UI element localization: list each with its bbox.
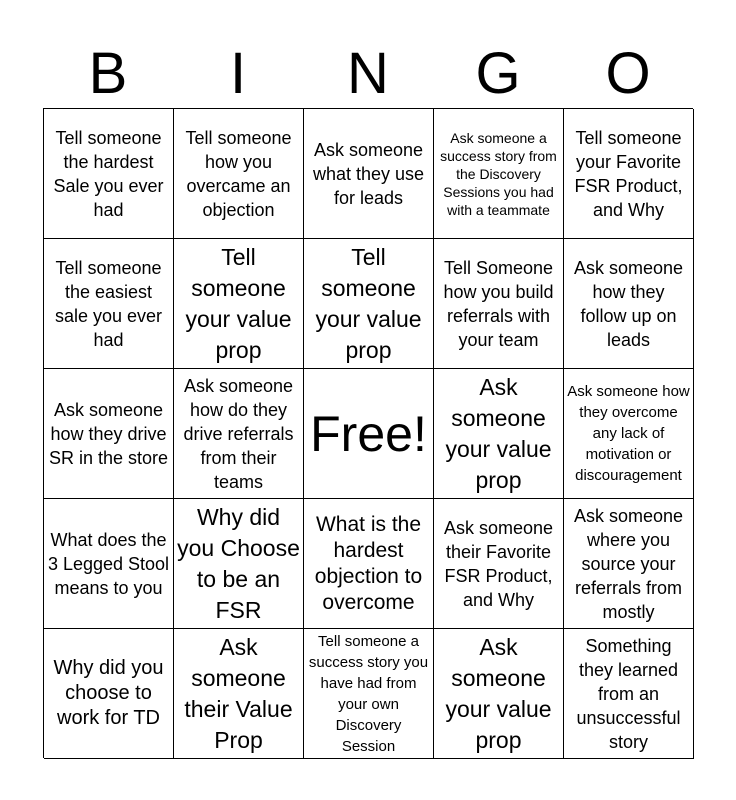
cell-text: Ask someone what they use for leads	[312, 139, 425, 208]
cell-text: Something they learned from an unsuccessful story	[576, 635, 681, 752]
cell-text: Ask someone where you source your referrals from mostly	[573, 505, 684, 622]
cell-text: Ask someone their Favorite FSR Product, and Why	[443, 517, 554, 610]
bingo-cell[interactable]	[174, 629, 304, 759]
cell-text: Tell someone your value prop	[185, 243, 292, 363]
bingo-cell[interactable]	[174, 499, 304, 629]
cell-text: Why did you Choose to be an FSR	[177, 503, 300, 623]
bingo-cell[interactable]	[434, 369, 564, 499]
bingo-cell[interactable]	[304, 109, 434, 239]
free-cell[interactable]	[304, 369, 434, 499]
free-cell-text: Free!	[310, 405, 427, 462]
bingo-cell[interactable]	[174, 239, 304, 369]
bingo-cell[interactable]	[44, 109, 174, 239]
cell-text: Tell someone your value prop	[315, 243, 422, 363]
bingo-cell[interactable]	[564, 499, 694, 629]
cell-text: Tell someone the hardest Sale you ever had	[53, 127, 164, 220]
header-letter-i: I	[229, 41, 247, 106]
bingo-header	[43, 40, 693, 108]
cell-text: Tell someone a success story you have had from your own Discovery Session	[308, 632, 429, 755]
cell-text: Ask someone how they overcome any lack of motivation or discouragement	[567, 383, 690, 484]
bingo-cell[interactable]	[44, 499, 174, 629]
cell-text: What does the 3 Legged Stool means to you	[47, 529, 170, 598]
cell-text: Tell someone how you overcame an objection	[185, 127, 292, 220]
bingo-cell[interactable]	[564, 629, 694, 759]
bingo-cell[interactable]	[44, 369, 174, 499]
cell-text: Ask someone their Value Prop	[184, 633, 293, 753]
bingo-cell[interactable]	[434, 239, 564, 369]
bingo-cell[interactable]	[434, 629, 564, 759]
bingo-cell[interactable]	[564, 109, 694, 239]
cell-text: Tell Someone how you build referrals with your team	[443, 257, 554, 350]
bingo-cell[interactable]	[434, 109, 564, 239]
bingo-cell[interactable]	[44, 629, 174, 759]
bingo-cell[interactable]	[174, 109, 304, 239]
bingo-cell[interactable]	[304, 239, 434, 369]
header-letter-o: O	[605, 41, 651, 106]
bingo-cell[interactable]	[304, 629, 434, 759]
header-letter-b: B	[88, 41, 128, 106]
cell-text: Tell someone your Favorite FSR Product, and Why	[574, 127, 683, 220]
cell-text: Ask someone how they drive SR in the store	[48, 399, 169, 468]
cell-text: Why did you choose to work for TD	[53, 657, 164, 729]
cell-text: Ask someone your value prop	[445, 633, 552, 753]
bingo-cell[interactable]	[174, 369, 304, 499]
bingo-grid	[43, 108, 693, 758]
bingo-cell[interactable]	[44, 239, 174, 369]
cell-text: Ask someone how do they drive referrals from their teams	[183, 375, 294, 492]
bingo-cell[interactable]	[434, 499, 564, 629]
header-letter-g: G	[475, 41, 521, 106]
bingo-cell[interactable]	[564, 239, 694, 369]
bingo-cell[interactable]	[304, 499, 434, 629]
cell-text: Tell someone the easiest sale you ever had	[54, 257, 163, 350]
bingo-cell[interactable]	[564, 369, 694, 499]
cell-text: Ask someone how they follow up on leads	[573, 257, 684, 350]
cell-text: Ask someone a success story from the Discovery Sessions you had with a teammate	[440, 129, 557, 218]
header-letter-n: N	[347, 41, 389, 106]
cell-text: What is the hardest objection to overcome	[314, 512, 423, 614]
cell-text: Ask someone your value prop	[445, 373, 552, 493]
